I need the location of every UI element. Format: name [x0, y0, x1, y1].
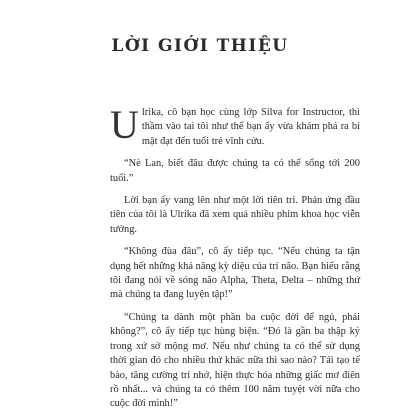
chapter-title: LỜI GIỚI THIỆU [111, 36, 289, 56]
paragraph-4: “Không đùa đâu”, cô ấy tiếp tục. “Nếu chúng ta tận dụng hết những khả năng kỳ diệu của trí não. Bạn hiểu rằng tôi đang nói về sóng não Alpha, Theta, Delta – những thứ mà chúng ta đang luyện tập!” [110, 246, 360, 301]
paragraph-1 [110, 102, 360, 149]
paragraph-3: Lời bạn ấy vang lên như một lời tiên tri. Phản ứng đầu tiên của tôi là Ulrika đã xem quá nhiều phim khoa học viễn tưởng. [110, 195, 360, 235]
paragraph-1-text: lrika, cô bạn học cùng lớp Silva for Instructor, thì thầm vào tai tôi như thể bạn ấy vừa khám phá ra bí mật đạt đến tuổi trẻ vĩnh cửu. [141, 107, 360, 147]
chapter-body [110, 102, 360, 412]
paragraph-2: “Nè Lan, biết đâu được chúng ta có thể sống tới 200 tuổi.” [110, 158, 360, 184]
drop-cap: U [110, 102, 139, 147]
paragraph-5: “Chúng ta dành một phần ba cuộc đời để ngủ, phải không?”, cô ấy tiếp tục hùng biện. “Đó là gần ba thập kỷ trong xứ sở mộng mơ. Nếu như chúng ta có thể sử dụng thời gian đó cho nhiều thứ khác nữa thì sao nào? Tái tạo tế bào, tăng cường trí nhớ, hiện thực hóa những giấc mơ điên rồ nhất... và chúng ta có thêm 100 năm tuyệt vời nữa cho cuộc đời mình!” [110, 311, 360, 410]
